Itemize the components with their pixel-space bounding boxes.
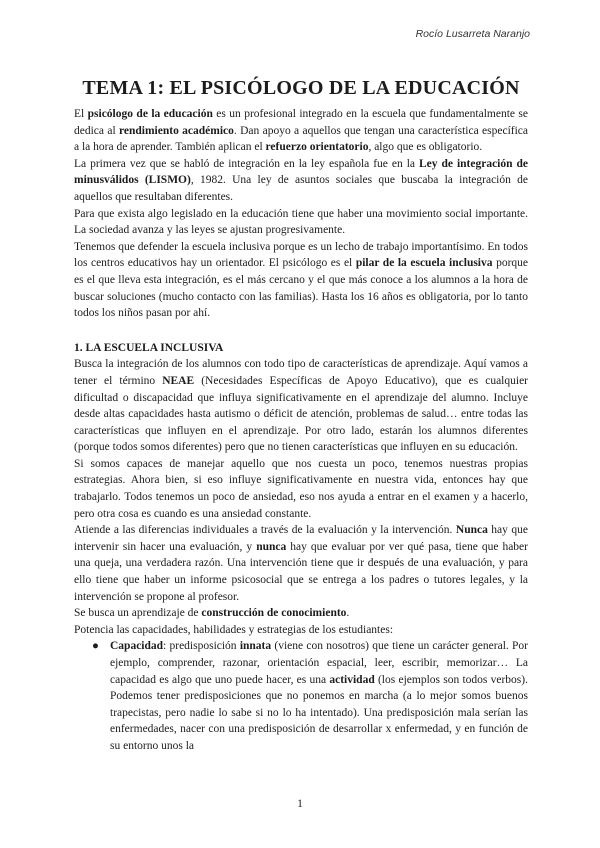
document-title: TEMA 1: EL PSICÓLOGO DE LA EDUCACIÓN: [82, 77, 520, 99]
term-lismo: Ley de integración de minusválidos (LISMO): [74, 157, 528, 187]
intro-paragraph-4: Tenemos que defender la escuela inclusiva porque es un lecho de trabajo importantísimo. En todos los centros educativos hay un orientador. El psicólogo es el pilar de la escuela inclusiva porque es el que lleva esta integración, es el más cercano y el que más conoce a los alumnos a la hora de buscar soluciones (mucho contacto con las familias). Hasta los 16 años es obligatoria, por lo tanto todos los niños pasan por ahí.: [74, 240, 529, 320]
section-paragraph-5: Potencia las capacidades, habilidades y estrategias de los estudiantes:: [74, 623, 394, 636]
list-item: ● Capacidad: predisposición innata (viene con nosotros) que tiene un carácter general. Por ejemplo, comprender, razonar, orientación espacial, leer, escribir, memorizar… La capacidad es algo que uno puede hacer, es una actividad (los ejemplos son todos verbos). Podemos tener predisposiciones que no ponemos en marcha (a lo mejor somos buenos trapecistas, pero nadie lo sabe si no lo ha intentado). Una predisposición mala serían las enfermedades, nacer con una predisposición de desarrollar x enfermedad, y en función de su entorno unos la: [92, 640, 528, 752]
term-innata: innata: [239, 640, 272, 653]
term-refuerzo-orientatorio: refuerzo orientatorio: [265, 141, 369, 154]
bullet-icon: ●: [92, 640, 99, 653]
section-paragraph-2: Si somos capaces de manejar aquello que nos cuesta un poco, tenemos nuestras propias estrategias. Ahora bien, si eso influye significativamente en nuestra vida, entonces hay que trabajarlo. Todos tenemos un poco de ansiedad, eso nos ayuda a entrar en el examen y a hacerlo, pero otra cosa es cuando es una ansiedad constante.: [74, 457, 528, 520]
intro-paragraph-1: El psicólogo de la educación es un profesional integrado en la escuela que fundamentalmente se dedica al rendimiento académico. Dan apoyo a aquellos que tengan una característica específica a la hora de aprender. También aplican el refuerzo orientatorio, algo que es obligatorio.: [74, 108, 528, 154]
author-header: Rocío Lusarreta Naranjo: [415, 28, 530, 40]
section-paragraph-3: Atiende a las diferencias individuales a través de la evaluación y la intervención. Nunca hay que intervenir sin hacer una evaluación, y nunca hay que evaluar por ver qué pasa, tiene que haber una queja, una verdadera razón. Una intervención tiene que ir después de una evaluación, y para ello tiene que haber un informe psicosocial que se entrega a los padres o tutores legales, y la intervención se propone al profesor.: [74, 524, 528, 603]
section-paragraph-4: Se busca un aprendizaje de construcción de conocimiento.: [74, 607, 350, 620]
term-neae: NEAE: [162, 374, 195, 387]
section-paragraph-1: Busca la integración de los alumnos con todo tipo de características de aprendizaje. Aquí vamos a tener el término NEAE (Necesidades Específicas de Apoyo Educativo), que es cualquier dificultad o discapacidad que influya significativamente en el aprendizaje del alumno. Incluye desde altas capacidades hasta autismo o déficit de atención, problemas de salud… entre todas las características que influyen en el aprendizaje. Por otro lado, estarán los alumnos diferentes (porque todos somos diferentes) pero que no tienen características que influyen en su educación.: [74, 358, 529, 454]
bullet-list: [74, 638, 528, 754]
page-number: 1: [297, 798, 303, 810]
document-body: [74, 70, 528, 755]
term-rendimiento-academico: rendimiento académico: [118, 124, 234, 137]
term-actividad: actividad: [329, 673, 375, 686]
term-construccion-conocimiento: construcción de conocimiento: [201, 607, 347, 620]
term-capacidad: Capacidad: [110, 640, 164, 653]
term-psicologo-educacion: psicólogo de la educación: [87, 108, 213, 120]
intro-paragraph-2: La primera vez que se habló de integración en la ley española fue en la Ley de integración de minusválidos (LISMO), 1982. Una ley de asuntos sociales que buscaba la integración de aquellos que resultaban diferentes.: [74, 157, 528, 203]
term-nunca: nunca: [256, 540, 287, 553]
intro-paragraph-3: Para que exista algo legislado en la educación tiene que haber una movimiento social importante. La sociedad avanza y las leyes se ajustan progresivamente.: [74, 207, 528, 237]
term-nunca: Nunca: [455, 524, 488, 537]
section-heading: 1. LA ESCUELA INCLUSIVA: [74, 341, 224, 354]
term-pilar-escuela-inclusiva: pilar de la escuela inclusiva: [355, 257, 493, 270]
